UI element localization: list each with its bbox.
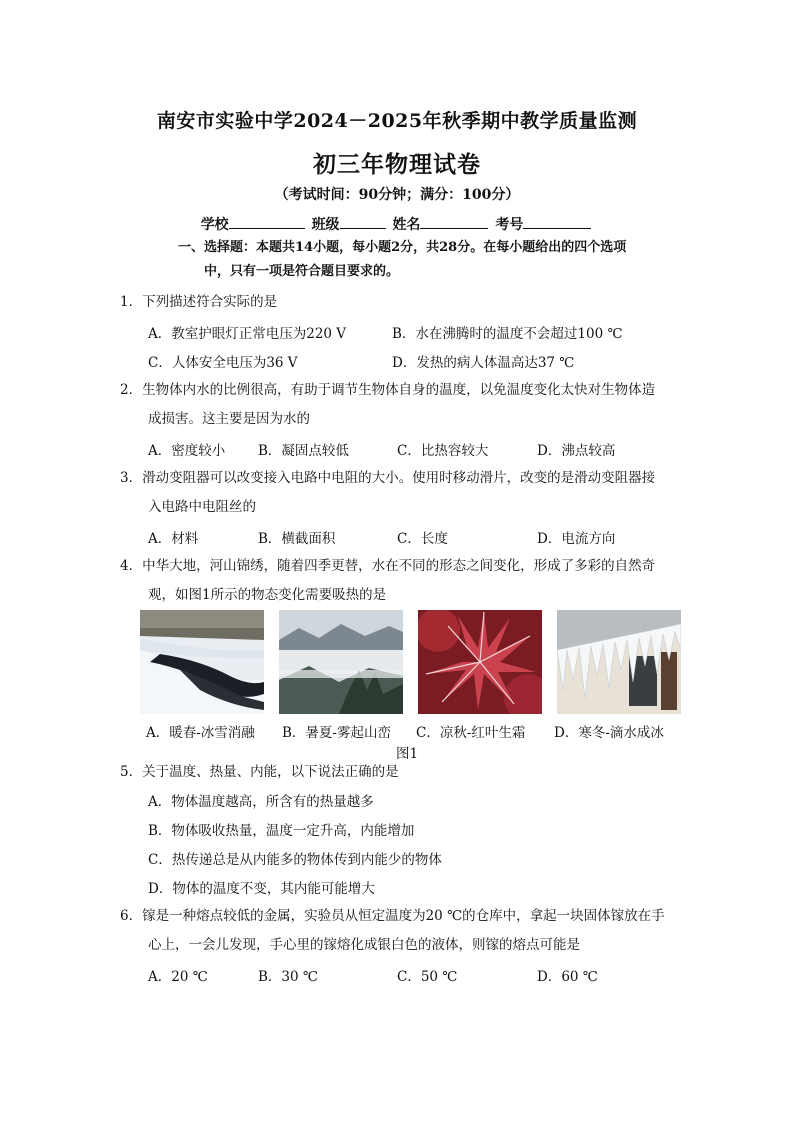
question-3 — [120, 464, 680, 493]
figure-caption-d: D．寒冬-滴水成冰 — [554, 725, 664, 741]
option-5c: C．热传递总是从内能多的物体传到内能少的物体 — [148, 852, 442, 868]
question-text: 滑动变阻器可以改变接入电路中电阻的大小。使用时移动滑片，改变的是滑动变阻器接 — [142, 470, 656, 486]
question-2 — [120, 376, 680, 405]
option-2b: B．凝固点较低 — [258, 443, 349, 459]
question-text: 镓是一种熔点较低的金属，实验员从恒定温度为20 ℃的仓库中，拿起一块固体镓放在手 — [142, 908, 665, 924]
figure-label: 图1 — [396, 746, 419, 762]
question-5 — [120, 758, 680, 787]
option-2c: C．比热容较大 — [397, 443, 489, 459]
name-label: 姓名 — [392, 217, 421, 233]
exam-time-score: （考试时间：90分钟；满分：100分） — [274, 187, 520, 203]
option-5d: D．物体的温度不变，其内能可能增大 — [148, 881, 375, 897]
exam-number-label: 考号 — [495, 217, 524, 233]
class-blank[interactable] — [340, 214, 386, 229]
figure-caption-b: B．暑夏-雾起山峦 — [282, 725, 391, 741]
question-2-cont: 成损害。这主要是因为水的 — [148, 411, 310, 427]
figure-1-photos — [140, 610, 680, 716]
figure-caption-c: C．凉秋-红叶生霜 — [416, 725, 526, 741]
question-text: 关于温度、热量、内能，以下说法正确的是 — [142, 764, 399, 780]
figure-caption-a: A．暖春-冰雪消融 — [146, 725, 255, 741]
name-blank[interactable] — [420, 214, 488, 229]
student-info-line — [0, 214, 794, 234]
frosted-red-leaf-photo — [418, 610, 542, 714]
section-heading-line1: 一、选择题：本题共14小题，每小题2分，共28分。在每小题给出的四个选项 — [178, 240, 627, 255]
question-number: 2． — [120, 382, 143, 398]
option-1d: D．发热的病人体温高达37 ℃ — [392, 355, 575, 371]
option-3d: D．电流方向 — [537, 531, 616, 547]
exam-title: 南安市实验中学2024－2025年秋季期中教学质量监测 — [156, 110, 638, 132]
question-number: 3． — [120, 470, 143, 486]
misty-mountains-photo — [279, 610, 403, 714]
question-number: 4． — [120, 558, 143, 574]
option-3b: B．横截面积 — [258, 531, 336, 547]
question-6-cont: 心上，一会儿发现，手心里的镓熔化成银白色的液体，则镓的熔点可能是 — [148, 937, 580, 953]
exam-subject-title: 初三年物理试卷 — [313, 151, 481, 178]
class-label: 班级 — [311, 217, 340, 233]
option-5b: B．物体吸收热量，温度一定升高，内能增加 — [148, 823, 415, 839]
school-blank[interactable] — [229, 214, 305, 229]
snow-river-photo — [140, 610, 264, 714]
question-1 — [120, 288, 680, 317]
question-3-cont: 入电路中电阻丝的 — [148, 499, 256, 515]
option-1a: A．教室护眼灯正常电压为220 V — [148, 326, 347, 342]
question-text: 生物体内水的比例很高，有助于调节生物体自身的温度，以免温度变化太快对生物体造 — [142, 382, 656, 398]
option-1b: B．水在沸腾时的温度不会超过100 ℃ — [392, 326, 623, 342]
option-2a: A．密度较小 — [148, 443, 226, 459]
option-2d: D．沸点较高 — [537, 443, 616, 459]
option-1c: C．人体安全电压为36 V — [148, 355, 298, 371]
option-5a: A．物体温度越高，所含有的热量越多 — [148, 794, 374, 810]
section-heading-line2: 中，只有一项是符合题目要求的。 — [204, 264, 400, 279]
exam-number-blank[interactable] — [523, 214, 591, 229]
icicles-roof-photo — [557, 610, 681, 714]
question-text: 下列描述符合实际的是 — [142, 294, 278, 310]
question-4-cont: 观，如图1所示的物态变化需要吸热的是 — [148, 587, 387, 603]
option-6b: B．30 ℃ — [258, 969, 318, 985]
option-6c: C．50 ℃ — [397, 969, 458, 985]
option-6a: A．20 ℃ — [148, 969, 208, 985]
option-3c: C．长度 — [397, 531, 448, 547]
option-6d: D．60 ℃ — [537, 969, 598, 985]
question-number: 6． — [120, 908, 143, 924]
question-number: 5． — [120, 764, 143, 780]
question-4 — [120, 552, 680, 581]
school-label: 学校 — [200, 217, 229, 233]
option-3a: A．材料 — [148, 531, 199, 547]
question-text: 中华大地，河山锦绣，随着四季更替，水在不同的形态之间变化，形成了多彩的自然奇 — [142, 558, 656, 574]
question-number: 1． — [120, 294, 143, 310]
question-6 — [120, 902, 680, 931]
